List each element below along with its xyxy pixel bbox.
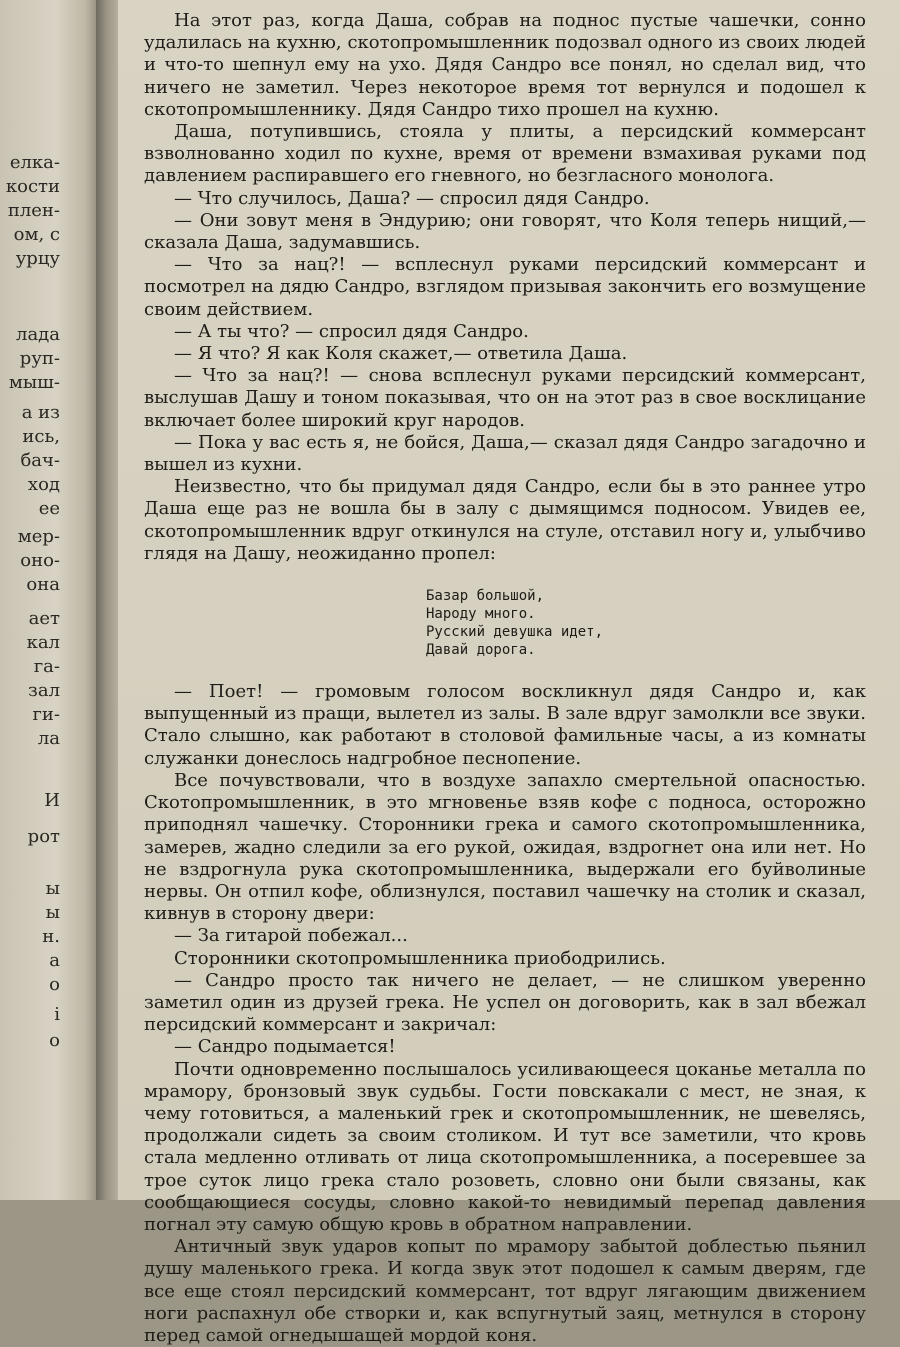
left-page-fragment: ом, с xyxy=(13,224,60,245)
left-page-fragment: і xyxy=(54,1004,60,1025)
paragraph: — Сандро подымается! xyxy=(174,1036,396,1058)
left-page-fragment: ги- xyxy=(32,704,60,725)
left-page-fragment: бач- xyxy=(20,450,60,471)
left-page xyxy=(0,0,100,1200)
poem-line: Русский девушка идет, xyxy=(426,624,604,641)
paragraph: — А ты что? — спросил дядя Сандро. xyxy=(174,320,529,342)
left-page-fragment: лада xyxy=(16,324,60,345)
paragraph: Все почувствовали, что в воздухе запахло смертельной опасностью. Скотопромышленник, в это мгновенье взяв кофе с подноса, осторожно приподнял чашечку. Сторонники грека и самого скотопромышленника, замерев, жадно следили за его рукой, ожидая, вздрогнет она или нет. Но не вздрогнула рука скотопромышленника, выдержали его буйволиные нервы. Он отпил кофе, облизнулся, поставил чашечку на столик и сказал, кивнув в сторону двери: xyxy=(144,769,866,925)
left-page-fragment: о xyxy=(49,1030,60,1051)
paragraph: Неизвестно, что бы придумал дядя Сандро, если бы в это раннее утро Даша еще раз не вошла бы в залу с дымящимся подносом. Увидев ее, скотопромышленник вдруг откинулся на стуле, отставил ногу и, улыбчиво глядя на Дашу, неожиданно пропел: xyxy=(144,476,866,564)
left-page-fragment: урцу xyxy=(15,248,60,269)
left-page-fragment: плен- xyxy=(7,200,60,221)
left-page-fragment: ее xyxy=(38,498,60,519)
left-page-fragment: а xyxy=(49,950,60,971)
paragraph: — Что за нац?! — снова всплеснул руками персидский коммерсант, выслушав Дашу и тоном показывая, что он на этот раз в свое восклицание включает более широкий круг народов. xyxy=(144,365,866,431)
left-page-fragment: елка- xyxy=(9,152,60,173)
left-page-fragment: мыш- xyxy=(8,372,60,393)
left-page-fragment: ись, xyxy=(22,426,60,447)
paragraph: — Пока у вас есть я, не бойся, Даша,— сказал дядя Сандро загадочно и вышел из кухни. xyxy=(144,431,866,476)
left-page-fragment: ла xyxy=(37,728,60,749)
paragraph: — Они зовут меня в Эндурию; они говорят, что Коля теперь нищий,— сказала Даша, задумавшись. xyxy=(144,209,866,254)
poem-line: Базар большой, xyxy=(426,588,545,605)
paragraph: Даша, потупившись, стояла у плиты, а персидский коммерсант взволнованно ходил по кухне, время от времени взмахивая руками под давлением распиравшего его гневного, но безгласного монолога. xyxy=(144,121,866,187)
poem-line: Народу много. xyxy=(426,606,536,623)
page-body xyxy=(144,10,866,1347)
left-page-fragment: га- xyxy=(33,656,60,677)
poem xyxy=(426,587,866,659)
paragraph: — Что за нац?! — всплеснул руками персидский коммерсант и посмотрел на дядю Сандро, взглядом призывая закончить его возмущение своим действием. xyxy=(144,254,866,320)
left-page-fragment: а из xyxy=(21,402,60,423)
left-page-fragment: кал xyxy=(26,632,60,653)
left-page-fragment: ает xyxy=(28,608,60,629)
left-page-fragment: мер- xyxy=(17,526,60,547)
left-page-fragment: оно- xyxy=(20,550,60,571)
left-page-fragment: н. xyxy=(42,926,60,947)
left-page-fragment: кости xyxy=(5,176,60,197)
left-page-fragment: И xyxy=(44,790,60,811)
left-page-fragment: ы xyxy=(45,878,60,899)
paragraph: — Я что? Я как Коля скажет,— ответила Даша. xyxy=(174,343,628,365)
paragraph: — Что случилось, Даша? — спросил дядя Сандро. xyxy=(174,187,650,209)
left-page-fragment: ход xyxy=(27,474,60,495)
paragraph: — Поет! — громовым голосом воскликнул дядя Сандро и, как выпущенный из пращи, вылетел из залы. В зале вдруг замолкли все звуки. Стало слышно, как работают в столовой фамильные часы, а из комнаты служанки донеслось надгробное песнопение. xyxy=(144,681,866,769)
paragraph: — Сандро просто так ничего не делает, — не слишком уверенно заметил один из друзей грека. Не успел он договорить, как в зал вбежал персидский коммерсант и закричал: xyxy=(144,969,866,1036)
left-page-fragment: рот xyxy=(27,826,60,847)
paragraph: Сторонники скотопромышленника приободрились. xyxy=(174,947,666,969)
paragraph: Почти одновременно послышалось усиливающееся цоканье металла по мрамору, бронзовый звук судьбы. Гости повскакали с мест, не зная, к чему готовиться, а маленький грек и скотопромышленник, не шевелясь, продолжали сидеть за своим столиком. И тут все заметили, что кровь стала медленно отливать от лица скотопромышленника, а посеревшее за трое суток лицо грека стало розоветь, словно они были связаны, как сообщающиеся сосуды, словно какой-то невидимый перепад давления погнал эту самую общую кровь в обратном направлении. xyxy=(144,1058,866,1235)
left-page-fragment: ы xyxy=(45,902,60,923)
paragraph: Античный звук ударов копыт по мрамору забытой доблестью пьянил душу маленького грека. И когда звук этот подошел к самым дверям, где все еще стоял персидский коммерсант, тот вдруг лягающим движением ноги распахнул обе створки и, как вспугнутый заяц, метнулся в сторону перед самой огнедышащей мордой коня. xyxy=(144,1236,866,1346)
left-page-fragment: зал xyxy=(28,680,60,701)
paragraph: На этот раз, когда Даша, собрав на поднос пустые чашечки, сонно удалилась на кухню, скотопромышленник подозвал одного из своих людей и что-то шепнул ему на ухо. Дядя Сандро все понял, но сделал вид, что ничего не заметил. Через некоторое время тот вернулся и подошел к скотопромышленнику. Дядя Сандро тихо прошел на кухню. xyxy=(144,10,866,120)
left-page-fragment: руп- xyxy=(19,348,60,369)
paragraph: — За гитарой побежал... xyxy=(174,925,408,947)
left-page-fragment: она xyxy=(26,574,60,595)
right-page xyxy=(118,0,900,1346)
poem-line: Давай дорога. xyxy=(426,642,536,659)
left-page-fragment: о xyxy=(49,974,60,995)
